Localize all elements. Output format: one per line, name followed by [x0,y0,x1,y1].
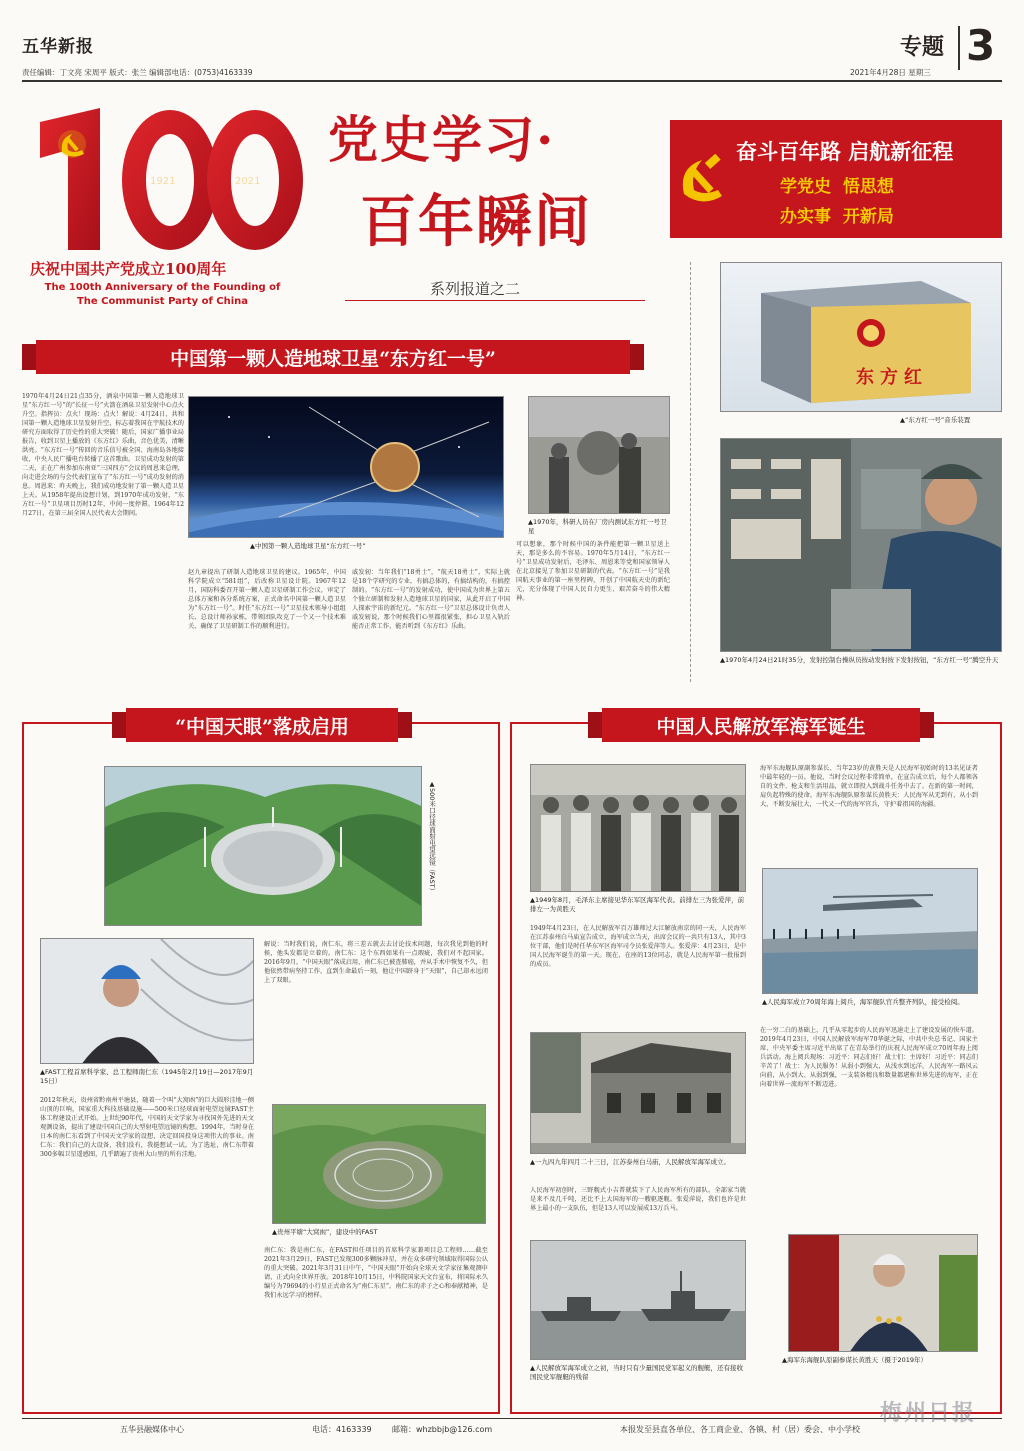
editors-line: 责任编辑：丁文亮 宋周平 版式：张兰 编辑部电话：(0753)4163339 [22,68,253,77]
banner-line-3: 办实事 开新局 [780,207,894,227]
masthead-paper-name: 五华新报 [22,37,94,57]
logo-year-start: 1921 [150,176,176,187]
music-device-label: 东方红 [856,367,928,388]
page-divider [958,26,960,70]
naval-parade-caption: ▲人民海军成立70周年海上阅兵，海军舰队官兵整齐列队，接受检阅。 [762,998,964,1006]
naval-parade-photo [762,868,978,994]
nan-rendong-photo [40,938,254,1064]
fast-telescope-photo [104,766,422,926]
headline-line-1: 党史学习· [328,110,556,169]
early-warships-photo [530,1240,746,1360]
veteran-photo [788,1234,978,1352]
logo-cn-line: 庆祝中国共产党成立100周年 [30,260,227,278]
series-label: 系列报道之二 [430,280,521,298]
footer-left: 五华县融媒体中心 [120,1425,184,1434]
headline-underline [345,300,645,301]
anniversary-logo [30,100,305,320]
hammer-sickle-icon [676,154,728,206]
logo-year-end: 2021 [235,176,261,187]
veteran-caption: ▲海军东海舰队原副参谋长黄胜天（摄于2019年） [782,1356,928,1364]
section1-col2: 赵九章提出了研制人造地球卫星的建议。1965年，中国科学院成立“581组”，后改称卫星设计院。1967年12月，国防科委召开第一颗人造卫星研制工作会议，审定了总体方案和各分系统方案，正式命名中国第一颗人造卫星为“东方红一号”。时任“东方红一号”卫星技术领导小组组长、总设计师孙家栋，带领团队攻克了一个又一个技术难关，确保了卫星研制工作的顺利进行。 [188,569,346,630]
banner-line-2: 学党史 悟思想 [780,177,894,197]
satellite-space-caption: ▲中国第一颗人造地球卫星“东方红一号” [250,542,366,550]
date-line: 2021年4月28日 星期三 [850,68,931,77]
footer-rule [22,1418,1002,1419]
launch-console-photo [720,438,1002,652]
section-label: 专题 [900,34,945,60]
satellite-space-photo [188,396,504,538]
footer-email: 邮箱：whzbbjb@126.com [392,1425,493,1434]
section2-title: “中国天眼”落成启用 [175,715,349,738]
section3-ribbon [588,708,934,744]
section1-col3: 戚发轫：当年我们“18勇士”，“航天18勇士”，实际上就是18个学研究的专业，有搞总体的，有搞结构的，有搞控制的。“东方红一号”的发射成功，使中国成为世界上第五个独立研制和发射人造地球卫星的国家，从此开启了中国人探索宇宙的新纪元。“东方红一号”卫星总体设计负责人戚发轫说，那个时候我们心里都很紧张，担心卫星入轨后能否正常工作，能否听到《东方红》乐曲。 [352,569,510,630]
navy-group-photo [530,764,746,892]
early-warships-caption: ▲人民解放军海军成立之初，当时只有少量国民党军起义的舰艇，还有接收国民党军舰艇的残留 [530,1364,743,1381]
researchers-photo [528,396,670,514]
fast-telescope-caption: ▲500米口径球面射电望远镜（FAST） [428,780,436,895]
researchers-caption: ▲1970年，科研人员在厂房内测试东方红一号卫星 [528,518,667,535]
music-device-caption: ▲“东方红一号”音乐装置 [900,416,971,424]
footer-watermark: 梅州日报 [880,1400,977,1426]
section1-title: 中国第一颗人造地球卫星“东方红一号” [170,347,496,370]
section3-col3: 海军东海舰队原副参谋长、当年23岁的黄胜天是人民海军初始时的13名见证者中最年轻的一员。他说，当时会议过程非常简单，在宣告成立后，每个人都领各自的文件、枪支和生活用品，就立即投入到战斗任务中去了。在新的第一时间，肩负起特殊的使命。海军东海舰队原参谋长黄胜天：人民海军从无到有，从小到大，不断发展壮大，一代又一代的海军官兵，守护着祖国的海疆。 [760,765,978,808]
dawodang-photo [272,1104,486,1224]
section1-col1: 1970年4月24日21点35分，酒泉中国第一颗人造地球卫星“东方红一号”的“长征一号”火箭在酒泉卫星发射中心点火升空。指挥员：点火！现场：点火！解说：4月24日，共和国第一颗人造地球卫星发射升空，标志着我国在宇航技术的研究方面取得了历史性的重大突破！随后，国家广播事业局报告，收到卫星上播放的《东方红》乐曲，音色优美，清晰洪亮。“东方红一号”传回的音乐信号被全国、海南岛各地接收，中央人民广播电台转播了这首歌曲。卫星成功发射的第二天，正在广州参加东南亚“三国四方”会议的周恩来总理，向走进会场的与会代表们宣布了“东方红一号”成功发射的消息。周恩来：昨天晚上，我们成功地发射了第一颗人造卫星上天。从1958年提出设想计划，到1970年成功发射，“东方红一号”卫星项目历时12年，中间一度停滞。1964年12月27日，在第三届全国人民代表大会期间。 [22,393,184,517]
footer-right: 本报发至县直各单位、各工商企业、各镇、村（居）委会、中小学校 [620,1425,860,1434]
music-device-photo [720,262,1002,412]
section2-ribbon [112,708,412,744]
baimamiao-caption: ▲一九四九年四月二十三日，江苏泰州白马庙，人民解放军海军成立。 [530,1158,730,1166]
section1-ribbon [22,340,644,376]
section1-col4: 可以想象，那个时候中国的条件能把第一颗卫星送上天，那是多么的不容易。1970年5月14日，“东方红一号”卫星成功发射后，毛泽东、周恩来等党和国家领导人在北京接见了参加卫星研制的代表。“东方红一号”是我国航天事业的第一座里程碑，开创了中国航天史的新纪元，充分体现了中国人民自力更生、艰苦奋斗的伟大精神。 [516,541,670,602]
nan-rendong-caption: ▲FAST工程首席科学家、总工程师南仁东（1945年2月19日—2017年9月15日） [40,1068,254,1085]
launch-console-caption: ▲1970年4月24日21时35分，发射控制台操纵员按动发射按下发射按钮，“东方红一号”腾空升天 [720,656,999,664]
footer-phone: 电话：4163339 [312,1425,372,1434]
logo-en-line-2: The Communist Party of China [76,296,249,307]
navy-group-caption: ▲1949年8月，毛泽东主席接见华东军区海军代表。前排左三为张爱萍，前排左一为黄胜天 [530,896,745,913]
slogan-banner [670,120,1002,238]
section2-col2: 解说：当时我们说，南仁东，将三差五就去去讨论技术问题，每次我见到他的时候，他头发都是立着的。南仁东：这个东西如果有一点瑕疵，我们对不起国家。2016年9月，“中国天眼”落成启用，南仁东已被查肺癌，并从手术中恢复不久，但他依然带病坚持工作，直到生命最后一刻，他让中国跻身于“天眼”，自己却永远闭上了双眼。 [264,941,488,984]
page-number: 3 [966,21,996,70]
header-rule [22,80,1002,82]
headline-line-2: 百年瞬间 [360,189,592,255]
hammer-sickle-icon [58,130,86,158]
banner-title: 奋斗百年路 启航新征程 [736,139,954,164]
section3-title: 中国人民解放军海军诞生 [656,715,866,738]
dawodang-caption: ▲贵州平塘“大窝凼”，建设中的FAST [272,1228,378,1236]
section3-col2: 人民海军初创时，三野舰式小吉普就装下了人民海军所有的部队。全部家当就是来不及几千吨，还比不上大国海军的一艘驱逐舰。张爱萍说，我们也许是世界上最小的一支队伍，但是13人可以发展成13万兵马。 [530,1187,746,1212]
section3-col4: 在一穷二白的基础上，几乎从零起步的人民海军迅速走上了建设发展的快车道。2019年4月23日，中国人民解放军海军70华诞之际，中共中央总书记、国家主席、中央军委主席习近平出席了在青岛举行的庆祝人民海军成立70周年海上阅兵活动。海上阅兵现场：习近平：同志们好！战士们：主席好！习近平：同志们辛苦了！战士：为人民服务！从弱小到强大，从浅水到远洋，人民海军一路风云向前，从小到大、从弱到强，一支装备精良和数量都堪称世界先进的海军，正在向着世界一流海军不断迈进。 [760,1027,978,1088]
column-separator [690,262,691,682]
section2-col1: 2012年秋天，贵州省黔南州平塘县，随着一个叫“大窝凼”的巨大圆形洼地一侧山顶的巨响，国家重大科技基础设施——500米口径球面射电望远镜FAST主体工程建设正式开始。上世纪90年代，中国的天文学家为寻找国外先进的天文观测设备，提出了建设中国自己的大型射电望远镜的构想。1994年，当时身在日本的南仁东看到了中国天文学家的设想，决定回国投身这项伟大的事业。南仁东：我们自己的大设备，我们没有，我挺想试一试。为了选址，南仁东带着300多幅卫星遥感图，几乎踏遍了贵州大山里的所有洼地。 [40,1097,254,1158]
section2-col3: 南仁东：我是南仁东，在FAST担任项目的首席科学家兼项目总工程师……截至2021年3月29日，FAST已发现300多颗脉冲星，并在众多研究领域取得国际公认的重大突破。2021年3月31日中午，“中国天眼”开始向全球天文学家征集观测申请，正式向全世界开放。2018年10月15日，中科院国家天文台宣布，将国际永久编号为79694的小行星正式命名为“南仁东星”。南仁东的赤子之心和奉献精神，是我们永远学习的榜样。 [264,1247,488,1299]
logo-en-line-1: The 100th Anniversary of the Founding of [44,282,281,293]
baimamiao-photo [530,1032,746,1154]
section3-col1: 1949年4月23日，在人民解放军百万雄师过大江解放南京的同一天，人民海军在江苏泰州白马庙宣告成立，海军成立当天，出席会议的一共只有13人，其中3位干部，他们是时任华东军区海军司令员张爱萍等人。张爱萍：4月23日，是中国人民海军诞生的第一天。现在，在座的13位同志，就是人民海军第一批报到的成员。 [530,925,746,968]
